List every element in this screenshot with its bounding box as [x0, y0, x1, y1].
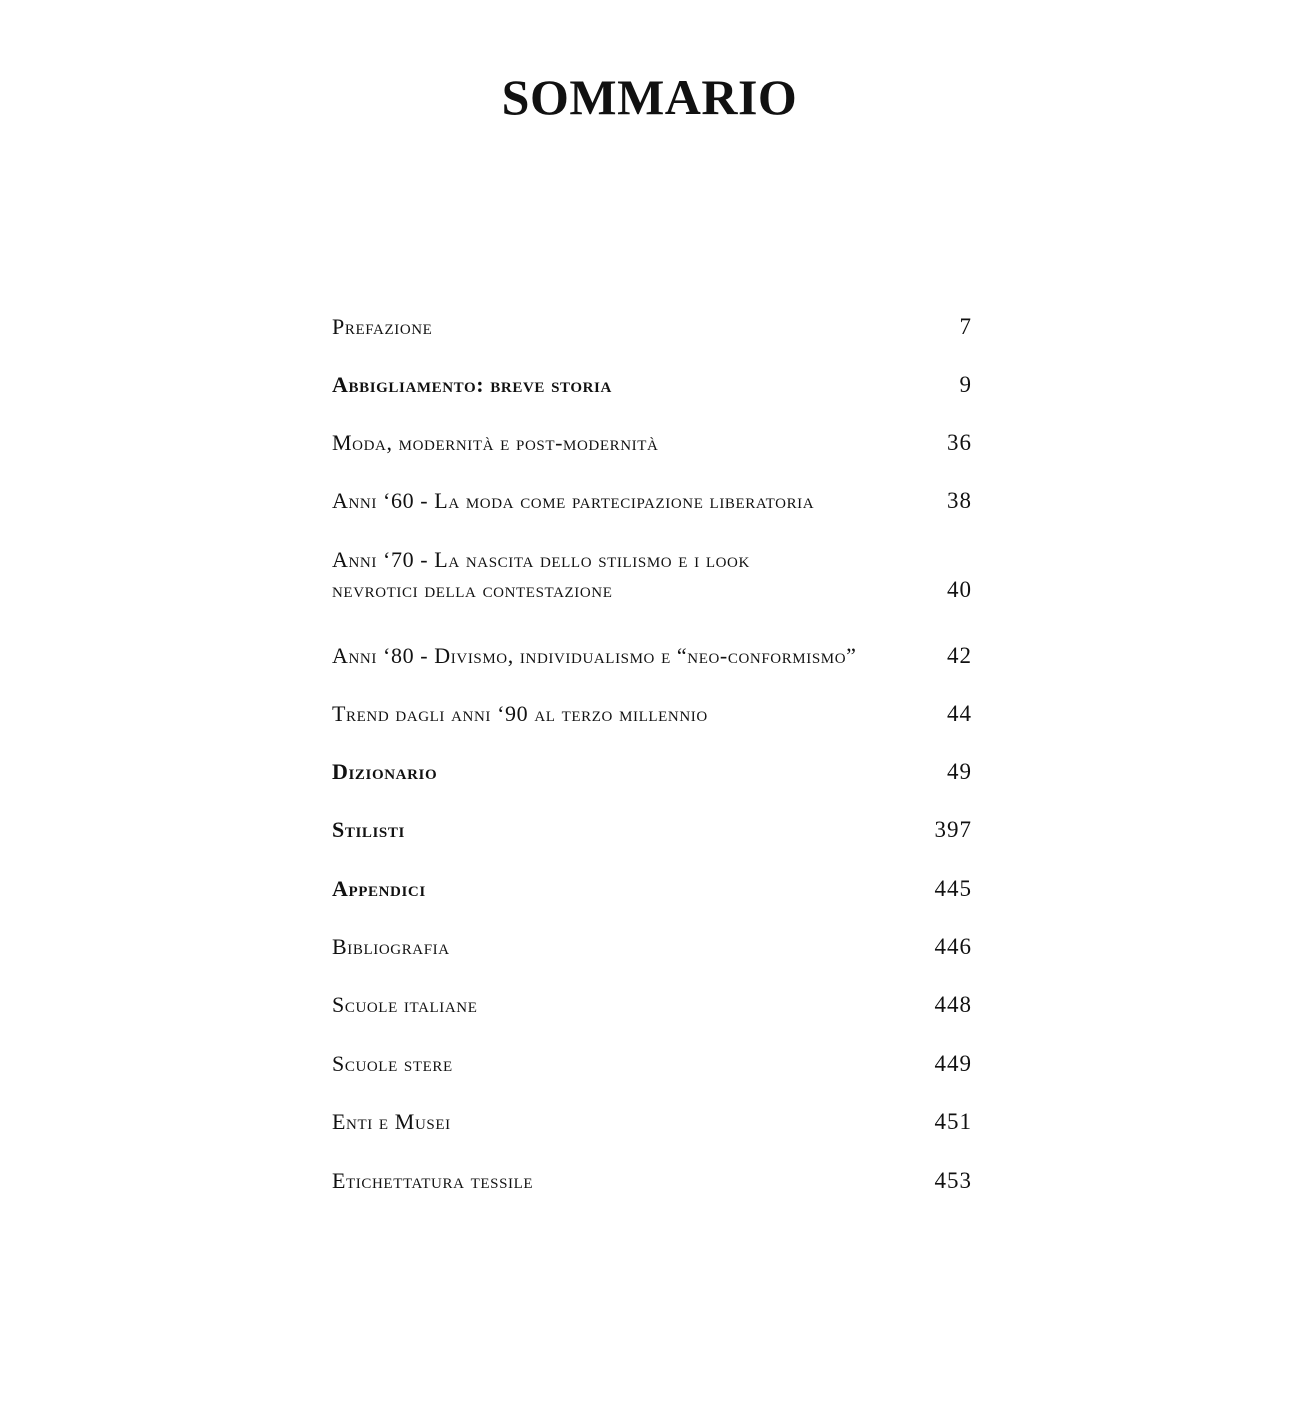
- toc-entry-page-number: 49: [947, 759, 972, 784]
- toc-entry-page-number: 453: [934, 1168, 972, 1193]
- toc-entry-page-number: 451: [934, 1109, 972, 1134]
- toc-entry-anni-60[interactable]: [332, 486, 972, 516]
- toc-entry-scuole-stere[interactable]: [332, 1049, 972, 1079]
- toc-entry-page-number: 42: [947, 643, 972, 668]
- toc-entry-enti-musei[interactable]: [332, 1107, 972, 1137]
- toc-entry-page-number: 9: [959, 372, 972, 397]
- toc-entry-page-number: 38: [947, 488, 972, 513]
- toc-entry-abbigliamento[interactable]: [332, 370, 972, 400]
- toc-entry-page-number: 448: [934, 992, 972, 1017]
- toc-entry-label: Moda, modernità e post-modernità: [332, 430, 659, 455]
- toc-entry-prefazione[interactable]: [332, 312, 972, 342]
- toc-entry-appendici[interactable]: [332, 874, 972, 904]
- toc-entry-page-number: 7: [959, 314, 972, 339]
- toc-entry-label: Abbigliamento: breve storia: [332, 372, 612, 397]
- toc-entry-dizionario[interactable]: [332, 757, 972, 787]
- toc-entry-label: Etichettatura tessile: [332, 1168, 534, 1193]
- toc-entry-page-number: 36: [947, 430, 972, 455]
- toc-entry-trend[interactable]: [332, 699, 972, 729]
- toc-entry-scuole-italiane[interactable]: [332, 990, 972, 1020]
- toc-entry-page-number: 445: [934, 876, 972, 901]
- toc-entry-label: Scuole stere: [332, 1051, 453, 1076]
- toc-entry-label: [332, 545, 972, 605]
- toc-entry-page-number: 449: [934, 1051, 972, 1076]
- toc-entry-label: Anni ‘60 - La moda come partecipazione liberatoria: [332, 488, 815, 513]
- page-title: SOMMARIO: [501, 69, 798, 125]
- toc-entry-moda-modernita[interactable]: [332, 428, 972, 458]
- toc-entry-page-number: 44: [947, 701, 972, 726]
- toc-entry-label: Dizionario: [332, 759, 438, 784]
- toc-entry-label-line: Anni ‘70 - La nascita dello stilismo e i look: [332, 547, 750, 572]
- toc-entry-label: Anni ‘80 - Divismo, individualismo e “neo-conformismo”: [332, 643, 857, 668]
- toc-entry-label: Scuole italiane: [332, 992, 478, 1017]
- toc-entry-anni-80[interactable]: [332, 641, 972, 671]
- toc-entry-bibliografia[interactable]: [332, 932, 972, 962]
- toc-entry-label: Appendici: [332, 876, 426, 901]
- toc-entry-label: Bibliografia: [332, 934, 450, 959]
- toc-entry-page-number: 40: [947, 577, 972, 602]
- toc-entry-page-number: 446: [934, 934, 972, 959]
- toc-entry-label-line: nevrotici della contestazione: [332, 577, 613, 602]
- toc-entry-label: Enti e Musei: [332, 1109, 451, 1134]
- toc-entry-label: Stilisti: [332, 817, 405, 842]
- toc-entry-label: Prefazione: [332, 314, 433, 339]
- toc-entry-page-number: 397: [934, 817, 972, 842]
- toc-entry-etichettatura[interactable]: [332, 1166, 972, 1196]
- toc-entry-stilisti[interactable]: [332, 815, 972, 845]
- toc-entry-label: Trend dagli anni ‘90 al terzo millennio: [332, 701, 708, 726]
- toc-entry-anni-70[interactable]: [332, 545, 972, 605]
